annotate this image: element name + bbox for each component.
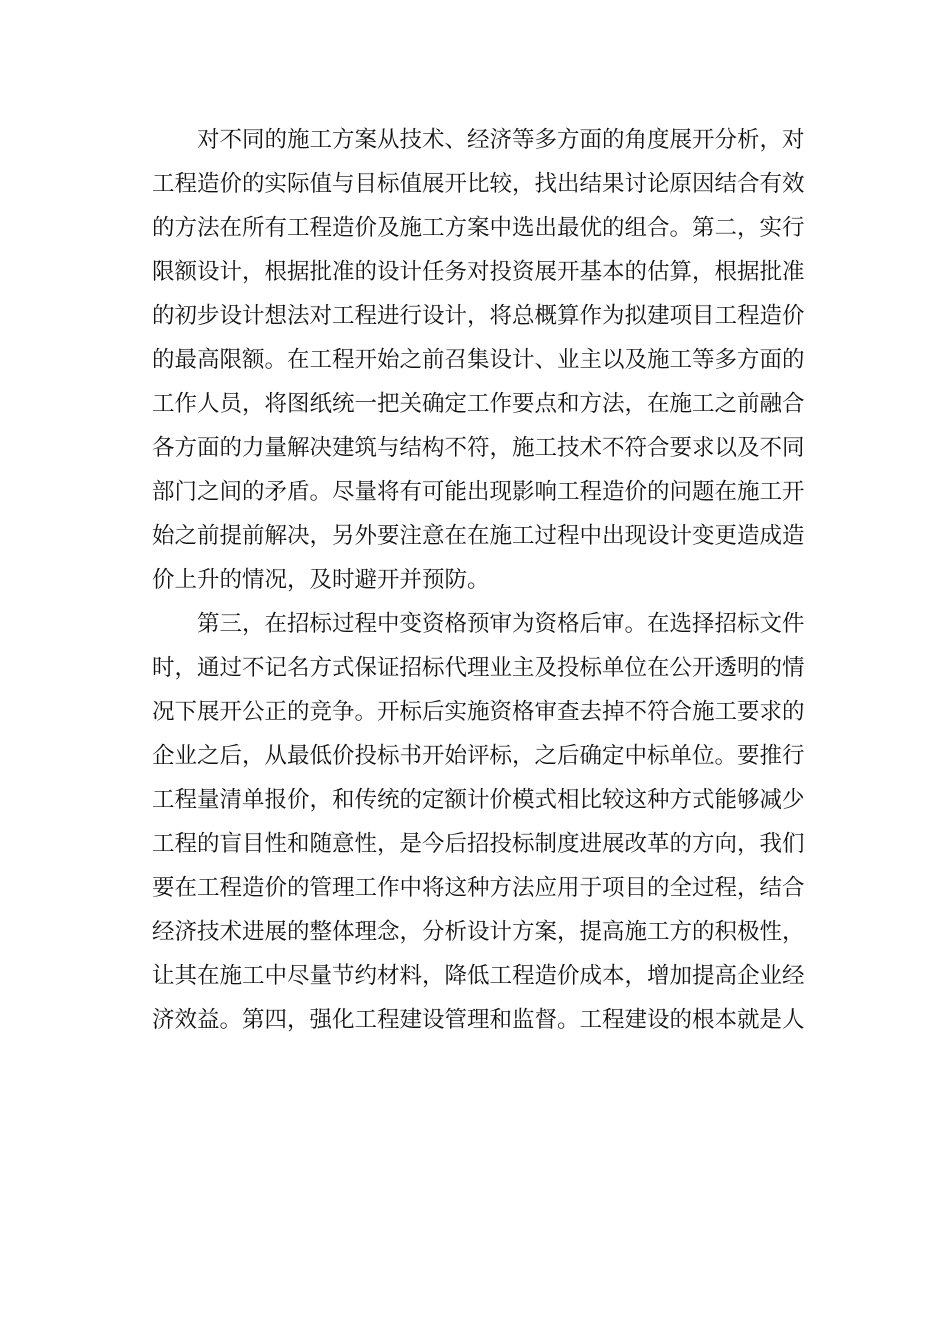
text-line: 的最高限额。在工程开始之前召集设计、业主以及施工等多方面的 xyxy=(152,347,805,373)
text-line: 各方面的力量解决建筑与结构不符，施工技术不符合要求以及不同 xyxy=(152,435,805,461)
text-line: 第三，在招标过程中变资格预审为资格后审。在选择招标文件 xyxy=(197,611,805,637)
text-line: 工程造价的实际值与目标值展开比较，找出结果讨论原因结合有效 xyxy=(152,171,805,197)
text-line: 企业之后，从最低价投标书开始评标，之后确定中标单位。要推行 xyxy=(152,743,805,769)
text-line: 工程量清单报价，和传统的定额计价模式相比较这种方式能够减少 xyxy=(152,787,805,813)
text-line: 况下展开公正的竞争。开标后实施资格审查去掉不符合施工要求的 xyxy=(152,699,805,725)
text-line: 限额设计，根据批准的设计任务对投资展开基本的估算，根据批准 xyxy=(152,259,805,285)
text-line: 工程的盲目性和随意性，是今后招投标制度进展改革的方向，我们 xyxy=(152,831,805,857)
text-line: 的方法在所有工程造价及施工方案中选出最优的组合。第二，实行 xyxy=(152,215,805,241)
text-line: 的初步设计想法对工程进行设计，将总概算作为拟建项目工程造价 xyxy=(152,303,805,329)
paragraph-1 xyxy=(152,118,805,602)
text-line: 时，通过不记名方式保证招标代理业主及投标单位在公开透明的情 xyxy=(152,655,805,681)
text-line: 要在工程造价的管理工作中将这种方法应用于项目的全过程，结合 xyxy=(152,875,805,901)
paragraph-2 xyxy=(152,602,805,1042)
text-line: 始之前提前解决，另外要注意在在施工过程中出现设计变更造成造 xyxy=(152,523,805,549)
body-text xyxy=(152,118,805,1042)
text-line: 部门之间的矛盾。尽量将有可能出现影响工程造价的问题在施工开 xyxy=(152,479,805,505)
text-line: 对不同的施工方案从技术、经济等多方面的角度展开分析，对 xyxy=(197,127,805,153)
text-line: 经济技术进展的整体理念，分析设计方案，提高施工方的积极性， xyxy=(152,919,805,945)
text-line: 让其在施工中尽量节约材料，降低工程造价成本，增加提高企业经 xyxy=(152,963,805,989)
text-line: 工作人员，将图纸统一把关确定工作要点和方法，在施工之前融合 xyxy=(152,391,805,417)
text-line: 济效益。第四，强化工程建设管理和监督。工程建设的根本就是人 xyxy=(152,1007,805,1033)
text-line: 价上升的情况，及时避开并预防。 xyxy=(152,567,490,593)
